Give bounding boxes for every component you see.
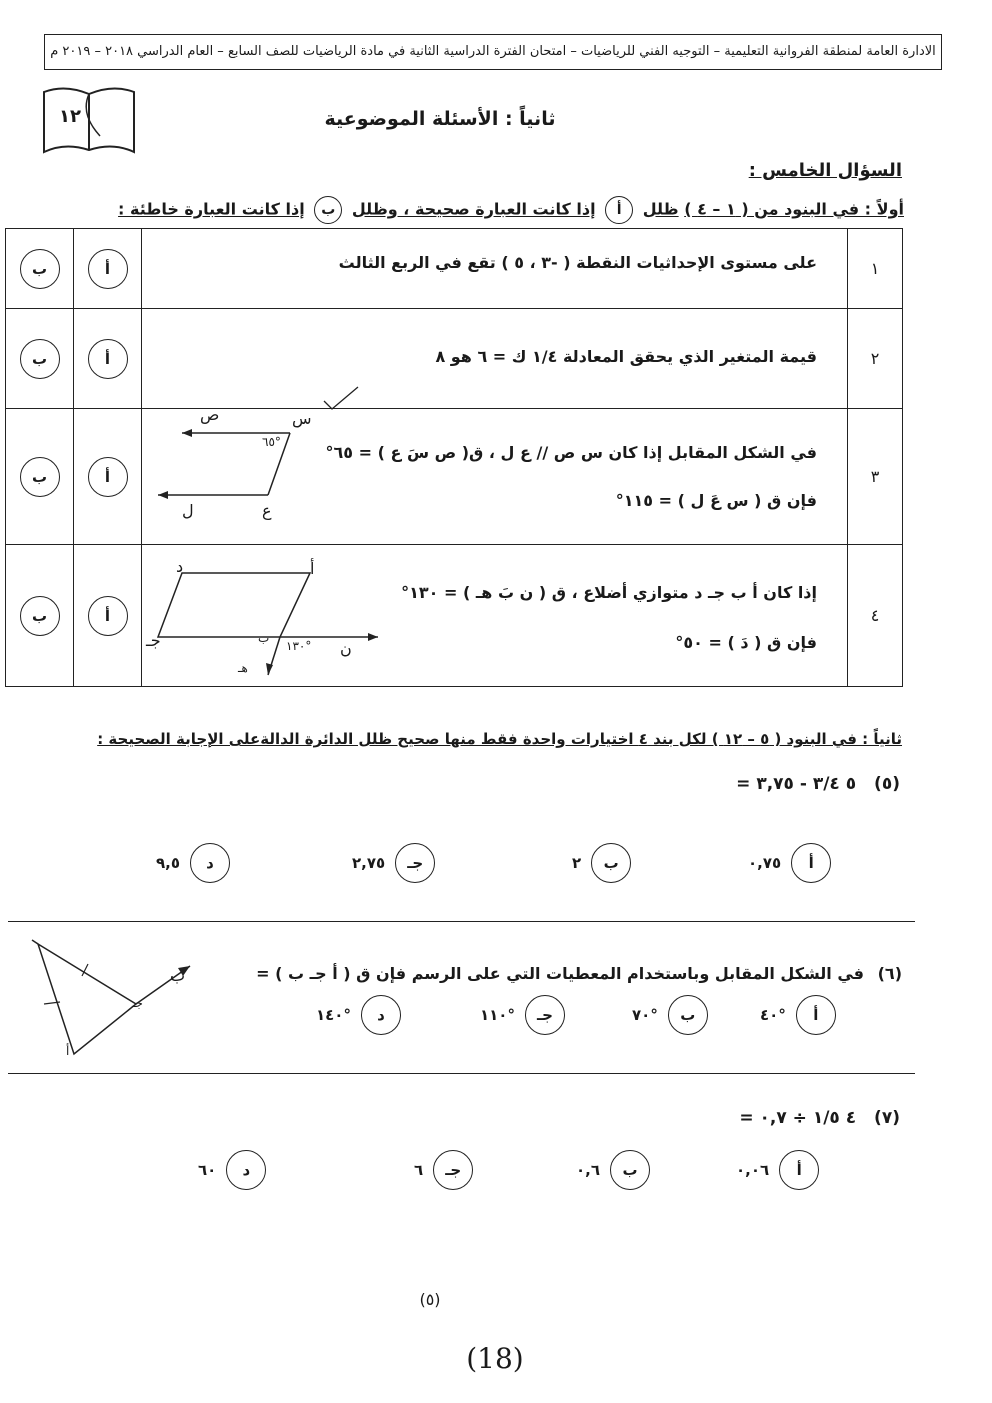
option-b-circle[interactable]: ب: [20, 339, 60, 379]
option-b-circle[interactable]: ب: [20, 457, 60, 497]
mc-question: [256, 964, 902, 983]
choice-value: ٦٠: [198, 1161, 217, 1179]
choice-b[interactable]: [576, 1150, 650, 1190]
choice-value: ٦: [414, 1161, 424, 1179]
footer-page-number: (18): [466, 1342, 524, 1375]
choice-value: ١١٠°: [480, 1006, 515, 1024]
choice-c[interactable]: [414, 1150, 473, 1190]
choice-circle[interactable]: أ: [779, 1150, 819, 1190]
page-badge-number: ١٢: [59, 106, 81, 127]
mc-question: [630, 774, 900, 794]
mc-question-text: في الشكل المقابل وباستخدام المعطيات التي على الرسم فإن ق ( ﺃ جـ ب ) =: [256, 964, 865, 983]
tf-statement: في الشكل المقابل إذا كان س ص // ع ل ، ق( ص سَ ع ) = ٦٥°: [325, 443, 817, 462]
choice-d[interactable]: [198, 1150, 266, 1190]
mc-question-text: ٤ ١/٥ ÷ ٠,٧ =: [739, 1108, 857, 1128]
footer-page-arabic: (٥): [419, 1290, 441, 1309]
choice-circle[interactable]: د: [190, 843, 230, 883]
choice-circle[interactable]: ب: [591, 843, 631, 883]
triangle-figure: [26, 930, 206, 1060]
choice-value: ٢: [572, 854, 582, 872]
choice-c[interactable]: [352, 843, 435, 883]
inline-circle-b: ب: [314, 196, 342, 224]
choice-circle[interactable]: د: [361, 995, 401, 1035]
part-one-mid1: ظلل: [642, 199, 679, 219]
choice-value: ٩,٥: [156, 854, 181, 872]
item-number: ٣: [848, 409, 903, 545]
tf-statement-line2: فإن ق ( دَ ) = ٥٠°: [675, 633, 817, 652]
choice-value: ٠,٧٥: [748, 854, 782, 872]
item-number: ٤: [848, 545, 903, 687]
part-one-mid2: إذا كانت العبارة صحيحة ، وظلل: [351, 199, 596, 219]
choice-value: ٠,٦: [576, 1161, 601, 1179]
choice-circle[interactable]: أ: [796, 995, 836, 1035]
mc-question-text: ٥ ٣/٤ - ٣,٧٥ =: [736, 774, 857, 794]
question-five-title: السؤال الخامس :: [748, 160, 902, 181]
option-a-circle[interactable]: أ: [88, 249, 128, 289]
divider: [8, 1073, 915, 1074]
tf-statement-line2: فإن ق ( س عَ ل ) = ١١٥°: [615, 491, 817, 510]
label-ain: ع: [262, 501, 272, 520]
label-sad: ص: [200, 405, 220, 424]
tf-statement: إذا كان ﺃ ب جـ د متوازي أضلاع ، ق ( ن بَ هـ ) = ١٣٠°: [401, 583, 817, 602]
true-false-table: [5, 228, 903, 687]
divider: [8, 921, 915, 922]
choice-circle[interactable]: ب: [610, 1150, 650, 1190]
label-d: د: [176, 557, 184, 576]
tf-statement: على مستوى الإحداثيات النقطة ( -٣ ، ٥ ) تقع في الربع الثالث: [338, 253, 817, 272]
label-s: س: [292, 409, 312, 428]
choice-circle[interactable]: جـ: [525, 995, 565, 1035]
label-j: جـ: [132, 996, 143, 1010]
option-a-circle[interactable]: أ: [88, 596, 128, 636]
choice-b[interactable]: [632, 995, 708, 1035]
choice-b[interactable]: [572, 843, 631, 883]
choice-value: ٤٠°: [760, 1006, 786, 1024]
option-b-circle[interactable]: ب: [20, 249, 60, 289]
inline-circle-a: أ: [605, 196, 633, 224]
page-number-badge: [40, 84, 138, 156]
choice-circle[interactable]: أ: [791, 843, 831, 883]
mc-question: [640, 1108, 900, 1128]
section-title: ثانياً : الأسئلة الموضوعية: [324, 108, 556, 130]
part-one-prefix: أولاً : في البنود من ( ١ – ٤ ): [684, 199, 904, 219]
item-number: ١: [848, 229, 903, 309]
option-a-circle[interactable]: أ: [88, 457, 128, 497]
label-a: أ: [66, 1044, 70, 1058]
choice-value: ٠,٠٦: [736, 1161, 770, 1179]
tf-row: [6, 229, 903, 309]
part-one-instruction: [98, 196, 904, 224]
choice-circle[interactable]: ب: [668, 995, 708, 1035]
label-lam: ل: [182, 501, 194, 520]
choice-value: ١٤٠°: [316, 1006, 351, 1024]
exam-header: الادارة العامة لمنطقة الفروانية التعليمية – التوجيه الفني للرياضيات – امتحان الفترة الدراسية الثانية في مادة الرياضيات للصف السابع – العام الدراسي ٢٠١٨ – ٢٠١٩ م: [44, 34, 942, 70]
mc-number: (٦): [877, 964, 902, 983]
label-n: ن: [340, 639, 352, 658]
choice-circle[interactable]: جـ: [395, 843, 435, 883]
label-j: جـ: [146, 631, 161, 650]
option-b-circle[interactable]: ب: [20, 596, 60, 636]
label-b: ب: [258, 631, 270, 645]
choice-d[interactable]: [156, 843, 230, 883]
choice-circle[interactable]: د: [226, 1150, 266, 1190]
angle-label: ٦٥°: [262, 435, 281, 449]
label-h: هـ: [238, 661, 248, 675]
part-one-suffix: إذا كانت العبارة خاطئة :: [118, 199, 305, 219]
mc-number: (٧): [874, 1108, 900, 1128]
label-b: ب: [170, 966, 186, 985]
choice-a[interactable]: [760, 995, 836, 1035]
choice-a[interactable]: [748, 843, 831, 883]
tf-row: [6, 409, 903, 545]
choice-value: ٢,٧٥: [352, 854, 386, 872]
mc-number: (٥): [874, 774, 900, 794]
choice-c[interactable]: [480, 995, 565, 1035]
angle-label: ١٣٠°: [286, 639, 312, 653]
tf-statement: قيمة المتغير الذي يحقق المعادلة ١/٤ ك = ٦ هو ٨: [435, 347, 817, 366]
option-a-circle[interactable]: أ: [88, 339, 128, 379]
choice-value: ٧٠°: [632, 1006, 658, 1024]
parallel-lines-figure: [142, 409, 402, 543]
item-number: ٢: [848, 309, 903, 409]
choice-d[interactable]: [316, 995, 401, 1035]
label-a: أ: [310, 559, 315, 578]
choice-circle[interactable]: جـ: [433, 1150, 473, 1190]
tf-row: [6, 309, 903, 409]
part-two-instruction: ثانياً : في البنود ( ٥ – ١٢ ) لكل بند ٤ اختيارات واحدة فقط منها صحيح ظلل الدائرة الدالةعلى الإجابة الصحيحة :: [97, 730, 902, 748]
tf-row: [6, 545, 903, 687]
choice-a[interactable]: [736, 1150, 819, 1190]
